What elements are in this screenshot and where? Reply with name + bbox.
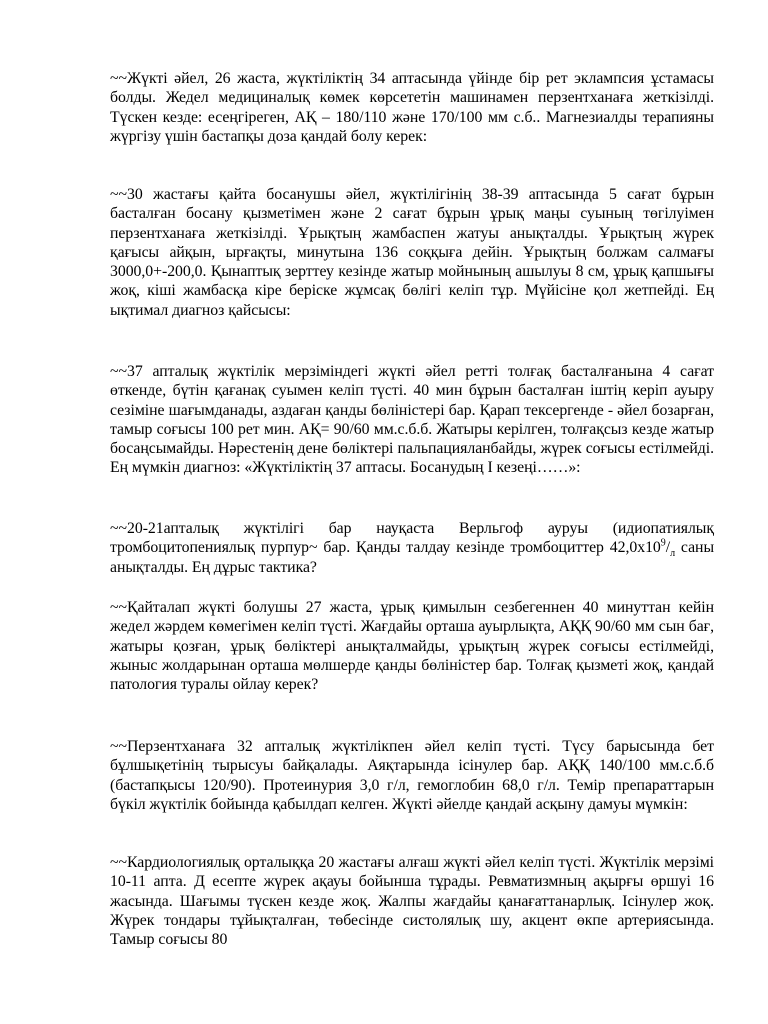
question-4-text-after: саны анықталды. Ең дұрыс тактика? <box>110 539 715 576</box>
question-5: ~~Қайталап жүкті болушы 27 жаста, ұрық қимылын сезбегеннен 40 минуттан кейін жедел жәрдем көмегімен келіп түсті. Жағдайы орташа ауырлықта, АҚҚ 90/60 мм сын бағ, жатыры қозған, ұрық бөліктері анықталмайды, ұрықтың жүрек соғысы естілмейді, жыныс жолдарынан орташа мөлшерде қанды бөліністер бар. Толғақ қызметі жоқ, қандай патология туралы ойлау керек? <box>110 599 714 694</box>
question-1: ~~Жүкті әйел, 26 жаста, жүктіліктің 34 аптасында үйінде бір рет эклампсия ұстамасы болды. Жедел медициналық көмек көрсететін машинамен перзентханаға жеткізілді. Түскен кезде: есеңгіреген, АҚ – 180/110 және 170/100 мм с.б.. Магнезиалды терапияны жүргізу үшін бастапқы доза қандай болу керек: <box>110 70 714 145</box>
question-3: ~~37 апталық жүктілік мерзіміндегі жүкті әйел ретті толғақ басталғанына 4 сағат өткенде, бүтін қағанақ суымен келіп түсті. 40 мин бұрын басталған іштің керіп ауыру сезіміне шағымданады, аздаған қанды бөлiнiстерi бар. Қарап тексергенде - әйел бозарған, тамыр соғысы 100 рет мин. АҚ= 90/60 мм.с.б.б. Жатыры керілген, толғақсыз кезде жатыр босаңсымайды. Нәрестенің дене бөлiктерi пальпацияланбайды, жүрек соғысы естiлмейдi. Ең мүмкiн диагноз: «Жүктiлiктiң 37 аптасы. Босанудың I кезеңi……»: <box>110 363 714 477</box>
question-6: ~~Перзентханаға 32 апталық жүктілікпен әйел келіп түсті. Түсу барысында бет бұлшықетінің тырысуы байқалады. Аяқтарында ісінулер бар. АҚҚ 140/100 мм.с.б.б (бастапқысы 120/90). Протеинурия 3,0 г/л, гемоглобин 68,0 г/л. Темір препараттарын бүкіл жүктілік бойында қабылдап келген. Жүкті әйелде қандай асқыну дамуы мүмкін: <box>110 738 714 813</box>
question-4-text-before: ~~20-21апталық жүктілігі бар науқаста Верльгоф ауруы (идиопатиялық тромбоцитопениялық пурпур~ бар. Қанды талдау кезінде тромбоциттер 42,0х10 <box>110 520 714 557</box>
fraction-slash: / <box>665 539 671 557</box>
question-2: ~~30 жастағы қайта босанушы әйел, жүктілігінің 38-39 аптасында 5 сағат бұрын басталған босану қызметімен және 2 сағат бұрын ұрық маңы суының төгілуімен перзентханаға жеткізілді. Ұрықтың жамбаспен жатуы анықталды. Ұрықтың жүрек қағысы айқын, ырғақты, минутына 136 соққыға дейін. Ұрықтың болжам салмағы 3000,0+-200,0. Қынаптық зерттеу кезінде жатыр мойнының ашылуы 8 см, ұрық қапшығы жоқ, кіші жамбасқа кіре беріске жұмсақ бөлігі келіп тұр. Мүйісіне қол жетпейді. Ең ықтимал диагноз қайсысы: <box>110 186 714 319</box>
question-7: ~~Кардиологиялық орталыққа 20 жастағы алғаш жүкті әйел келіп түсті. Жүктілік мерзімі 10-11 апта. Д есепте жүрек ақауы бойынша тұрады. Ревматизмның ақырғы өршуі 16 жасында. Шағымы түскен кезде жоқ. Жалпы жағдайы қанағаттанарлық. Ісінулер жоқ. Жүрек тондары тұйықталған, төбесінде систолялық шу, акцент өкпе артериясында. Тамыр соғысы 80 <box>110 854 714 949</box>
question-4 <box>110 519 714 577</box>
exponent: 9 <box>660 538 666 550</box>
unit-subscript: л <box>670 548 676 560</box>
